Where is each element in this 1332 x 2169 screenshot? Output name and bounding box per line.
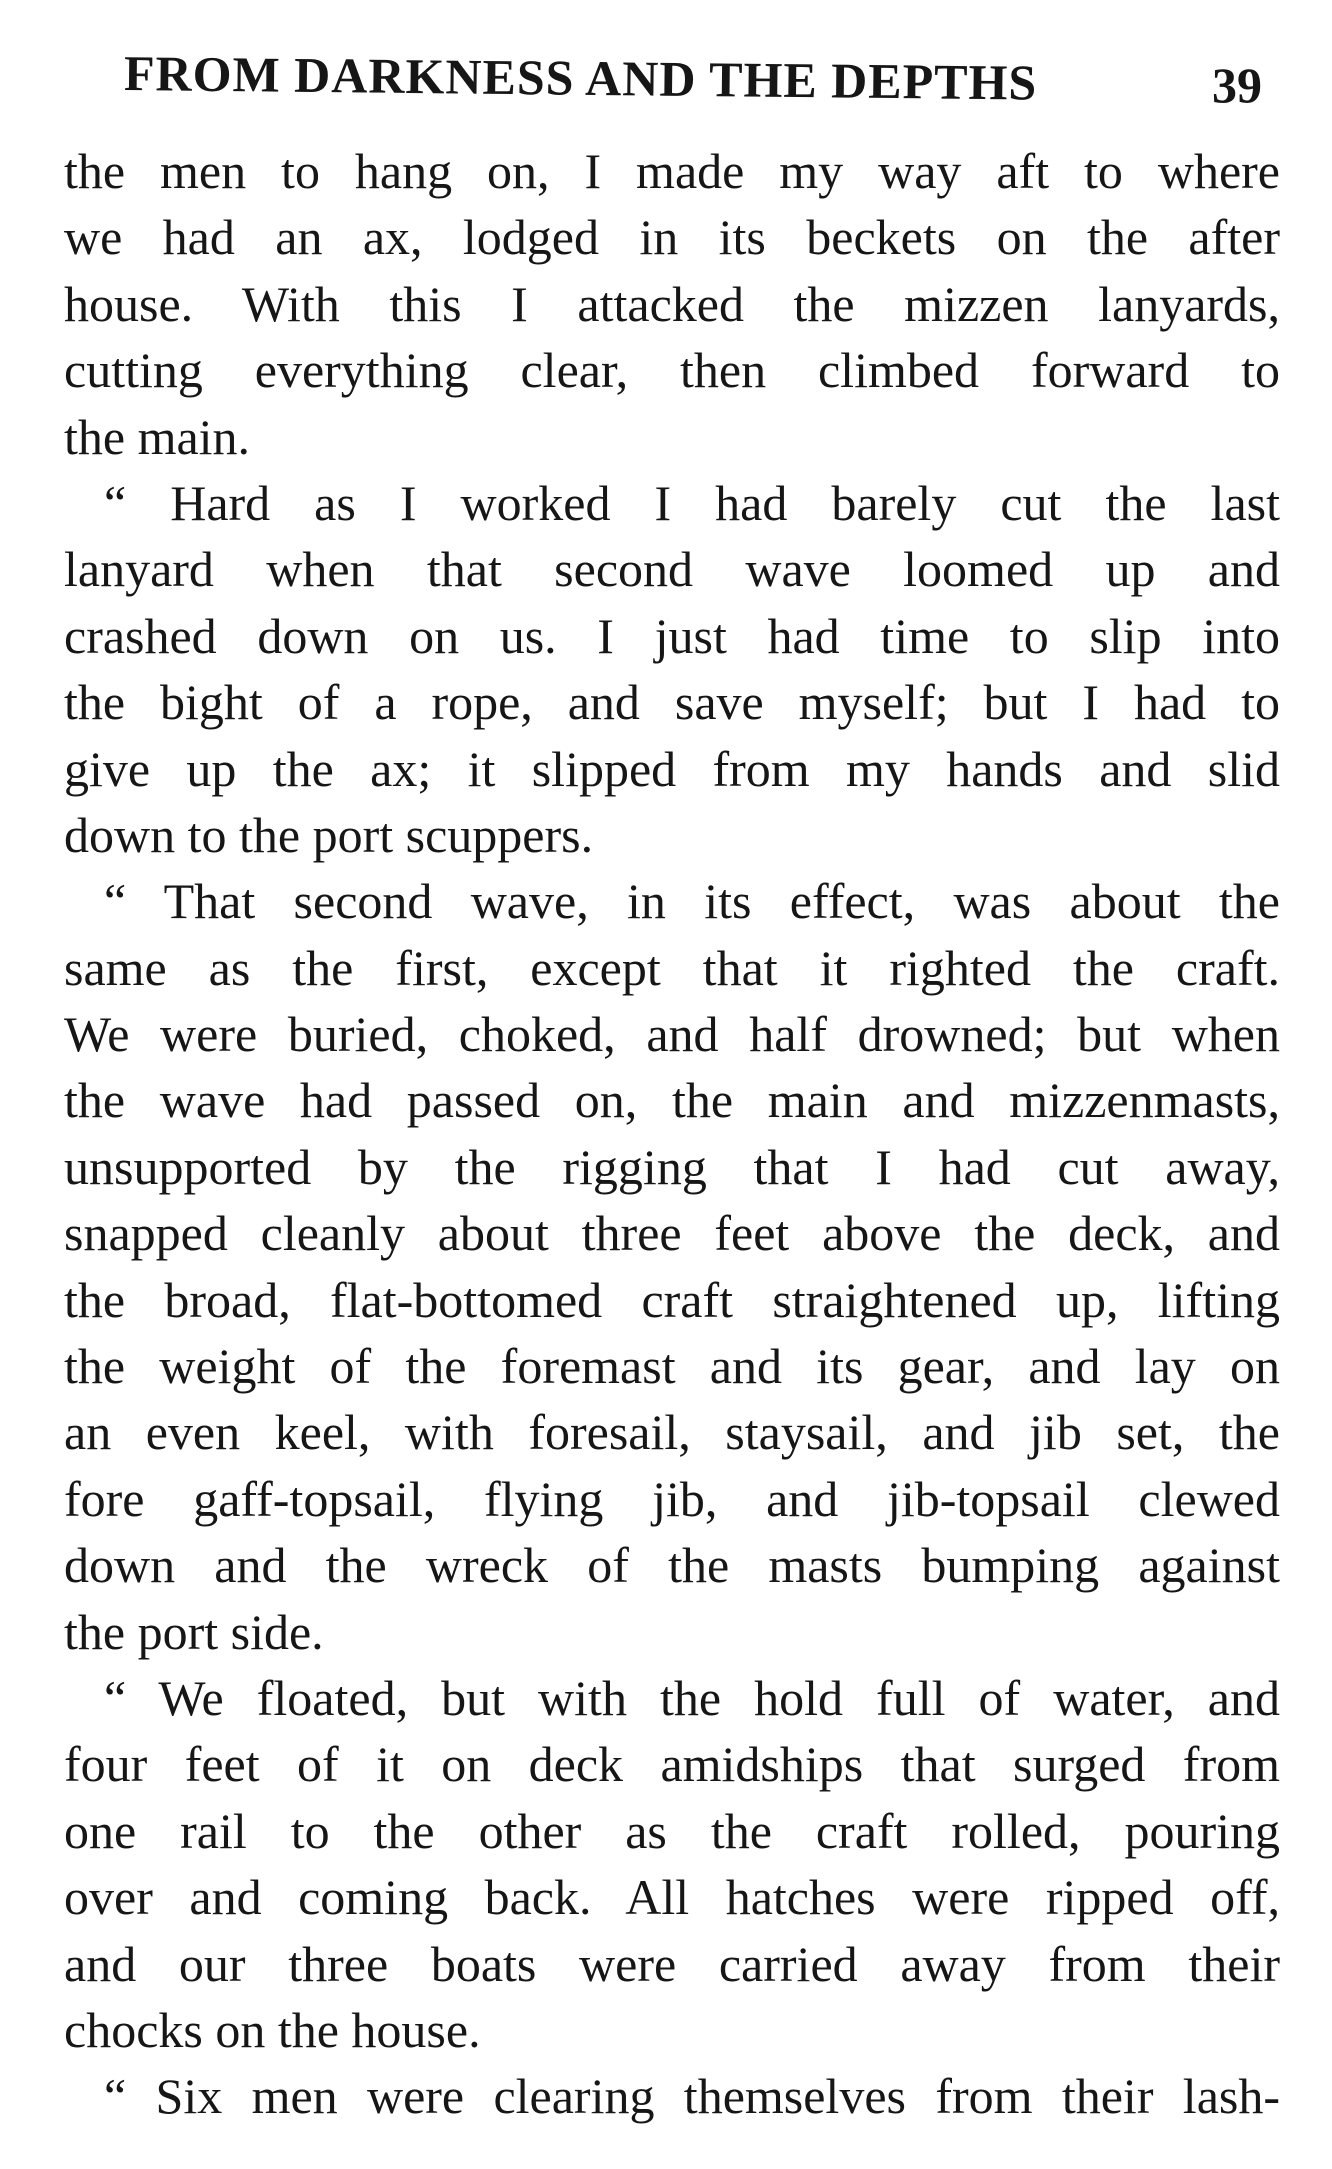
- text-line: cutting everything clear, then climbed forward to: [64, 342, 1280, 399]
- text-line: the main.: [64, 408, 251, 465]
- text-line: the bight of a rope, and save myself; but I had to: [64, 674, 1280, 731]
- text-line: down and the wreck of the masts bumping against: [64, 1537, 1280, 1594]
- text-line: chocks on the house.: [64, 2001, 481, 2058]
- text-line: down to the port scuppers.: [64, 806, 594, 863]
- text-line: we had an ax, lodged in its beckets on the after: [64, 209, 1280, 266]
- text-line: the broad, flat-bottomed craft straightened up, lifting: [64, 1271, 1280, 1328]
- running-head: [0, 36, 1332, 113]
- text-line: same as the first, except that it righted the craft.: [64, 939, 1280, 996]
- text-line: four feet of it on deck amidships that surged from: [64, 1736, 1280, 1793]
- text-line: the port side.: [64, 1603, 324, 1660]
- text-line: give up the ax; it slipped from my hands and slid: [64, 740, 1280, 797]
- text-line: snapped cleanly about three feet above the deck, and: [64, 1205, 1280, 1262]
- text-line: crashed down on us. I just had time to slip into: [64, 607, 1280, 664]
- text-line: an even keel, with foresail, staysail, and jib set, the: [64, 1404, 1280, 1461]
- page-number: 39: [1212, 57, 1262, 113]
- text-line: the wave had passed on, the main and mizzenmasts,: [64, 1072, 1280, 1129]
- running-head-title: FROM DARKNESS AND THE DEPTHS: [123, 45, 1038, 111]
- text-line: We were buried, choked, and half drowned; but when: [64, 1006, 1280, 1063]
- text-line: unsupported by the rigging that I had cut away,: [64, 1138, 1280, 1195]
- text-line: over and coming back. All hatches were ripped off,: [64, 1869, 1280, 1926]
- text-line: fore gaff-topsail, flying jib, and jib-topsail clewed: [64, 1470, 1280, 1527]
- text-line: the weight of the foremast and its gear, and lay on: [64, 1338, 1280, 1395]
- text-line: “ Hard as I worked I had barely cut the last: [104, 474, 1280, 531]
- body-text: [64, 138, 1280, 2130]
- text-line: and our three boats were carried away from their: [64, 1935, 1280, 1992]
- text-line: house. With this I attacked the mizzen lanyards,: [64, 275, 1280, 332]
- text-line: “ That second wave, in its effect, was about the: [104, 873, 1280, 930]
- text-line: “ We floated, but with the hold full of water, and: [104, 1669, 1280, 1726]
- text-line: one rail to the other as the craft rolled, pouring: [64, 1802, 1280, 1859]
- text-line: lanyard when that second wave loomed up and: [64, 541, 1280, 598]
- text-line: the men to hang on, I made my way aft to where: [64, 143, 1280, 199]
- text-line: “ Six men were clearing themselves from their lash-: [104, 2068, 1280, 2125]
